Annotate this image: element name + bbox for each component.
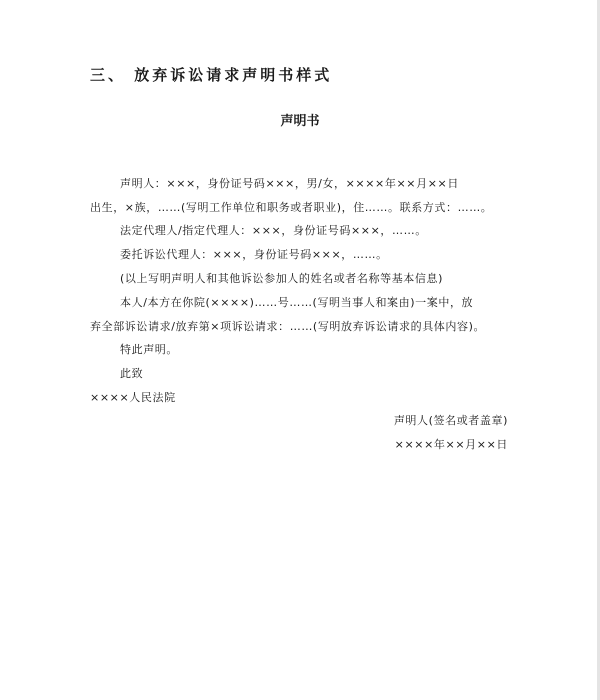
closing-statement: 特此声明。: [120, 343, 178, 356]
basic-info-note: (以上写明声明人和其他诉讼参加人的姓名或者名称等基本信息): [120, 272, 443, 285]
signature-line: 声明人(签名或者盖章): [393, 414, 508, 427]
case-statement-line-1: 本人/本方在你院(××××)……号……(写明当事人和案由)一案中，放: [120, 296, 474, 309]
court-name: ××××人民法院: [90, 391, 176, 404]
legal-representative-line: 法定代理人/指定代理人：×××，身份证号码×××，……。: [120, 224, 427, 237]
case-statement-line-2: 弃全部诉讼请求/放弃第×项诉讼请求：……(写明放弃诉讼请求的具体内容)。: [90, 320, 486, 333]
section-heading: 三、 放弃诉讼请求声明书样式: [90, 66, 333, 84]
date-line: ××××年××月××日: [394, 438, 508, 451]
declarant-info-line-2: 出生，×族，……(写明工作单位和职务或者职业)，住……。联系方式：……。: [90, 201, 493, 214]
declarant-info-line-1: 声明人：×××，身份证号码×××，男/女，××××年××月××日: [120, 177, 459, 190]
salutation: 此致: [120, 367, 144, 380]
litigation-agent-line: 委托诉讼代理人：×××，身份证号码×××，……。: [120, 248, 388, 261]
document-title: 声明书: [280, 114, 320, 129]
